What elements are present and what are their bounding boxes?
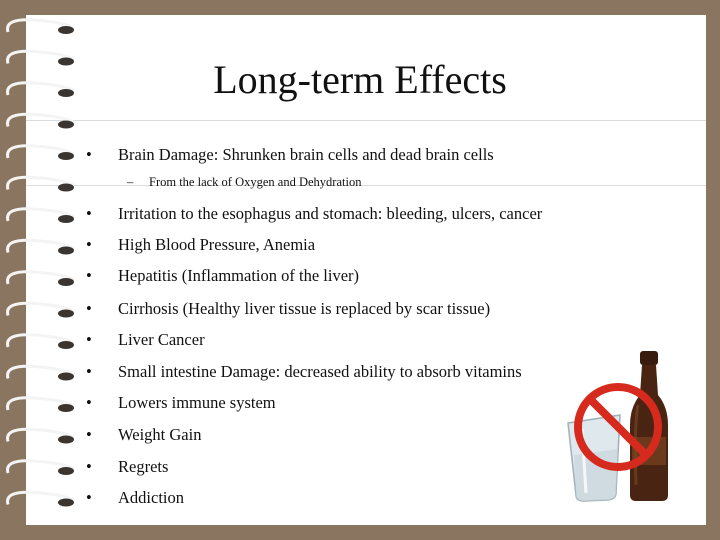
binding-hole <box>58 341 74 349</box>
binding-hole <box>58 278 74 286</box>
bullet-marker: • <box>86 299 92 318</box>
list-item-text: Irritation to the esophagus and stomach: bleeding, ulcers, cancer <box>118 204 543 223</box>
beer-bottle-icon <box>630 351 668 501</box>
bullet-marker: • <box>86 330 92 349</box>
binding-hole <box>58 215 74 223</box>
binding-hole <box>58 310 74 318</box>
binding-hole <box>58 184 74 192</box>
bullet-marker: • <box>86 457 92 476</box>
list-item-text: Small intestine Damage: decreased ability to absorb vitamins <box>118 362 522 381</box>
bullet-marker: • <box>86 393 92 412</box>
bullet-marker: • <box>86 235 92 254</box>
list-item-text: High Blood Pressure, Anemia <box>118 235 316 254</box>
binding-hole <box>58 247 74 255</box>
bullet-marker: • <box>86 204 92 223</box>
binding-hole <box>58 373 74 381</box>
bullet-marker: • <box>86 145 92 164</box>
bullet-marker: • <box>86 425 92 444</box>
list-item-text: Brain Damage: Shrunken brain cells and dead brain cells <box>118 145 494 164</box>
binding-hole <box>58 404 74 412</box>
binding-hole <box>58 436 74 444</box>
no-alcohol-icon <box>560 345 670 505</box>
list-item-text: Hepatitis (Inflammation of the liver) <box>118 266 360 285</box>
list-item-text: Liver Cancer <box>118 330 205 349</box>
list-item-text: Lowers immune system <box>118 393 276 412</box>
bullet-marker: • <box>86 266 92 285</box>
slide-title: Long-term Effects <box>213 57 507 102</box>
list-item-text: Regrets <box>118 457 169 476</box>
sub-list-item-text: From the lack of Oxygen and Dehydration <box>149 175 362 189</box>
list-item-text: Addiction <box>118 488 184 507</box>
bullet-marker: • <box>86 488 92 507</box>
ruled-line <box>26 120 706 121</box>
binding-hole <box>58 121 74 129</box>
binding-hole <box>58 152 74 160</box>
list-item-text: Cirrhosis (Healthy liver tissue is replaced by scar tissue) <box>118 299 491 318</box>
binding-hole <box>58 467 74 475</box>
list-item-text: Weight Gain <box>118 425 202 444</box>
sub-bullet-marker: – <box>127 175 134 189</box>
binding-hole <box>58 499 74 507</box>
bullet-marker: • <box>86 362 92 381</box>
binding-hole <box>58 26 74 34</box>
